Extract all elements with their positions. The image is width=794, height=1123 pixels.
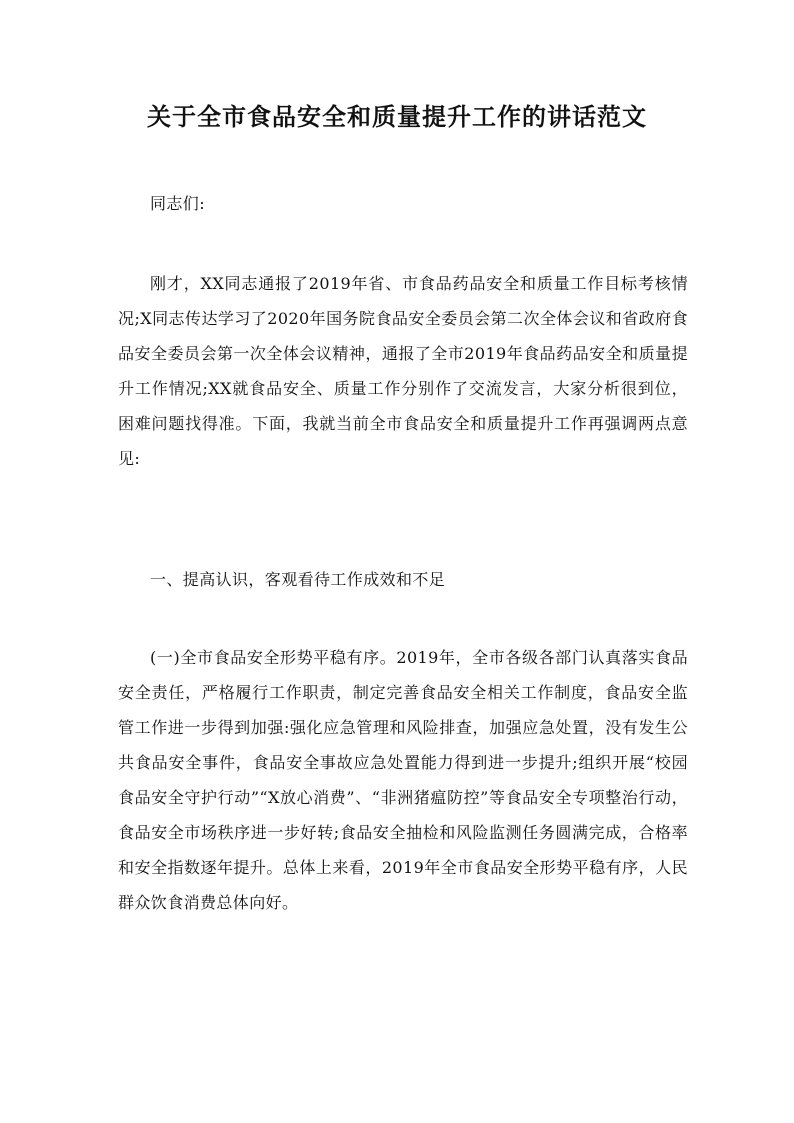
body-paragraph-2: (一)全市食品安全形势平稳有序。2019年，全市各级各部门认真落实食品安全责任，严格履行工作职责，制定完善食品安全相关工作制度，食品安全监管工作进一步得到加强:强化应急管理和风险排查，加强应急处置，没有发生公共食品安全事件，食品安全事故应急处置能力得到进一步提升;组织开展“校园食品安全守护行动”“X放心消费”、“非洲猪瘟防控”等食品安全专项整治行动，食品安全市场秩序进一步好转;食品安全抽检和风险监测任务圆满完成，合格率和安全指数逐年提升。总体上来看，2019年全市食品安全形势平稳有序，人民群众饮食消费总体向好。 — [118, 648, 688, 912]
greeting-paragraph: 同志们: — [150, 194, 205, 213]
section-heading-1: 一、提高认识，客观看待工作成效和不足 — [150, 570, 446, 589]
body-paragraph-1: 刚才，XX同志通报了2019年省、市食品药品安全和质量工作目标考核情况;X同志传达学习了2020年国务院食品安全委员会第二次全体会议和省政府食品安全委员会第一次全体会议精神，通报了全市2019年食品药品安全和质量提升工作情况;XX就食品安全、质量工作分别作了交流发言，大家分析很到位，困难问题找得准。下面，我就当前全市食品安全和质量提升工作再强调两点意见: — [118, 274, 688, 468]
document-title: 关于全市食品安全和质量提升工作的讲话范文 — [147, 102, 647, 131]
